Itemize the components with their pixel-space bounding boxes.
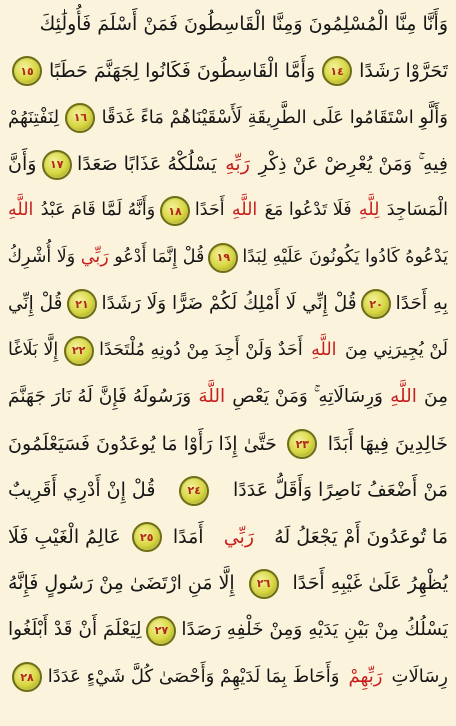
verse-text: لَنْ يُجِيرَنِي مِنَ (344, 340, 448, 361)
divine-name-text: اللَّهِ (390, 386, 417, 408)
divine-name-text: رَبِّي (80, 247, 109, 268)
verse-text: وَأَحَاطَ بِمَا لَدَيْهِمْ وَأَحْصَىٰ كُلَّ شَيْءٍ عَدَدًا (47, 666, 340, 688)
divine-name-text: لِلَّهِ (358, 200, 380, 221)
verse-line (8, 49, 448, 96)
verse-text: الْمَسَاجِدَ (386, 200, 448, 221)
verse-text: وَرَسُولَهُ فَإِنَّ لَهُ نَارَ جَهَنَّمَ (8, 386, 192, 408)
verse-line (8, 561, 448, 608)
ayah-number-marker: ٢٢ (64, 336, 94, 366)
verse-text: وَأَنَّ (8, 153, 37, 176)
verse-text: وَأَلَّوِ اسْتَقَامُوا عَلَى الطَّرِيقَةِ لَأَسْقَيْنَاهُمْ مَاءً غَدَقًا (101, 106, 448, 128)
ayah-number-marker: ٢٤ (179, 476, 209, 506)
verse-line (8, 375, 448, 422)
verse-text: وَرِسَالَاتِهِ ۚ وَمَنْ يَعْصِ (232, 386, 383, 408)
verse-text: إِلَّا مَنِ ارْتَضَىٰ مِنْ رَسُولٍ فَإِنَّهُ (8, 572, 235, 595)
divine-name-text: رَبِّهِمْ (348, 666, 383, 688)
verse-line (8, 515, 448, 562)
ayah-number-marker: ١٧ (42, 150, 72, 180)
verse-text: قُلْ إِنْ أَدْرِي أَقَرِيبٌ (8, 479, 156, 502)
ayah-number-marker: ٢٦ (249, 569, 279, 599)
verse-text: بِهِ أَحَدًا (395, 293, 448, 315)
verse-line (8, 282, 448, 329)
ayah-number-marker: ١٩ (208, 243, 238, 273)
ayah-number-marker: ٢٣ (287, 429, 317, 459)
verse-text: وَأَنَّا مِنَّا الْمُسْلِمُونَ وَمِنَّا الْقَاسِطُونَ فَمَنْ أَسْلَمَ فَأُولَٰئِكَ (39, 13, 448, 36)
ayah-number-marker: ٢٧ (146, 616, 176, 646)
verse-text: مَا تُوعَدُونَ أَمْ يَجْعَلُ لَهُ (274, 525, 448, 548)
divine-name-text: اللَّهِ (311, 340, 337, 361)
verse-text: لِنَفْتِنَهُمْ (8, 106, 60, 128)
verse-text: قُلْ إِنِّي لَا أَمْلِكُ لَكُمْ ضَرًّا وَلَا رَشَدًا (101, 293, 357, 315)
verse-line (8, 142, 448, 189)
verse-line (8, 421, 448, 468)
verse-line (8, 235, 448, 282)
verse-text: فِيهِ ۚ وَمَنْ يُعْرِضْ عَنْ ذِكْرِ (258, 153, 448, 176)
verse-line (8, 188, 448, 235)
ayah-number-marker: ٢٨ (12, 662, 42, 692)
verse-text: لِيَعْلَمَ أَنْ قَدْ أَبْلَغُوا (8, 619, 142, 641)
verse-text: رِسَالَاتِ (391, 666, 448, 688)
verse-text: أَحَدٌ وَلَنْ أَجِدَ مِنْ دُونِهِ مُلْتَحَدًا (99, 340, 303, 361)
ayah-number-marker: ٢٠ (361, 289, 391, 319)
verse-line (8, 654, 448, 701)
ayah-number-marker: ١٥ (12, 56, 42, 86)
verse-text: حَتَّىٰ إِذَا رَأَوْا مَا يُوعَدُونَ فَسَيَعْلَمُونَ (8, 432, 277, 455)
verse-line (8, 328, 448, 375)
ayah-number-marker: ١٦ (65, 103, 95, 133)
ayah-number-marker: ٢١ (67, 289, 97, 319)
verse-text: تَحَرَّوْا رَشَدًا (359, 59, 448, 82)
verse-text: عَالِمُ الْغَيْبِ فَلَا (8, 525, 121, 548)
verse-text: يَدْعُوهُ كَادُوا يَكُونُونَ عَلَيْهِ لِبَدًا (242, 247, 448, 268)
verse-text: مِنَ (424, 386, 448, 408)
verse-text: قُلْ إِنِّي (8, 293, 63, 315)
divine-name-text: اللَّهِ (231, 200, 258, 221)
verse-text: فَلَا تَدْعُوا مَعَ (264, 200, 352, 221)
verse-text: وَأَنَّهُ لَمَّا قَامَ عَبْدُ (40, 200, 156, 221)
verse-text: خَالِدِينَ فِيهَا أَبَدًا (327, 432, 448, 455)
verse-text: أَمَدًا (172, 525, 204, 548)
verse-line (8, 95, 448, 142)
verse-text: قُلْ إِنَّمَا أَدْعُو (114, 247, 205, 268)
ayah-number-marker: ١٨ (160, 196, 190, 226)
ayah-number-marker: ٢٥ (132, 522, 162, 552)
verse-text: إِلَّا بَلَاغًا (8, 340, 59, 361)
verse-text: مَنْ أَضْعَفُ نَاصِرًا وَأَقَلُّ عَدَدًا (233, 479, 448, 502)
verse-text: يُظْهِرُ عَلَىٰ غَيْبِهِ أَحَدًا (292, 572, 448, 595)
verse-text: يَسْلُكْهُ عَذَابًا صَعَدًا (77, 153, 217, 176)
divine-name-text: رَبِّهِ (225, 153, 250, 176)
verse-line (8, 2, 448, 49)
divine-name-text: اللَّهِ (8, 200, 34, 221)
verse-text: وَأَمَّا الْقَاسِطُونَ فَكَانُوا لِجَهَنَّمَ حَطَبًا (49, 59, 316, 82)
ayah-number-marker: ١٤ (322, 56, 352, 86)
verse-text: يَسْلُكُ مِنْ بَيْنِ يَدَيْهِ وَمِنْ خَلْفِهِ رَصَدًا (181, 619, 448, 641)
divine-name-text: رَبِّي (223, 525, 255, 548)
verse-line (8, 468, 448, 515)
verse-text: وَلَا أُشْرِكُ (8, 247, 76, 268)
verse-text: أَحَدًا (194, 200, 225, 221)
verse-line (8, 608, 448, 655)
divine-name-text: اللَّهَ (198, 386, 226, 408)
